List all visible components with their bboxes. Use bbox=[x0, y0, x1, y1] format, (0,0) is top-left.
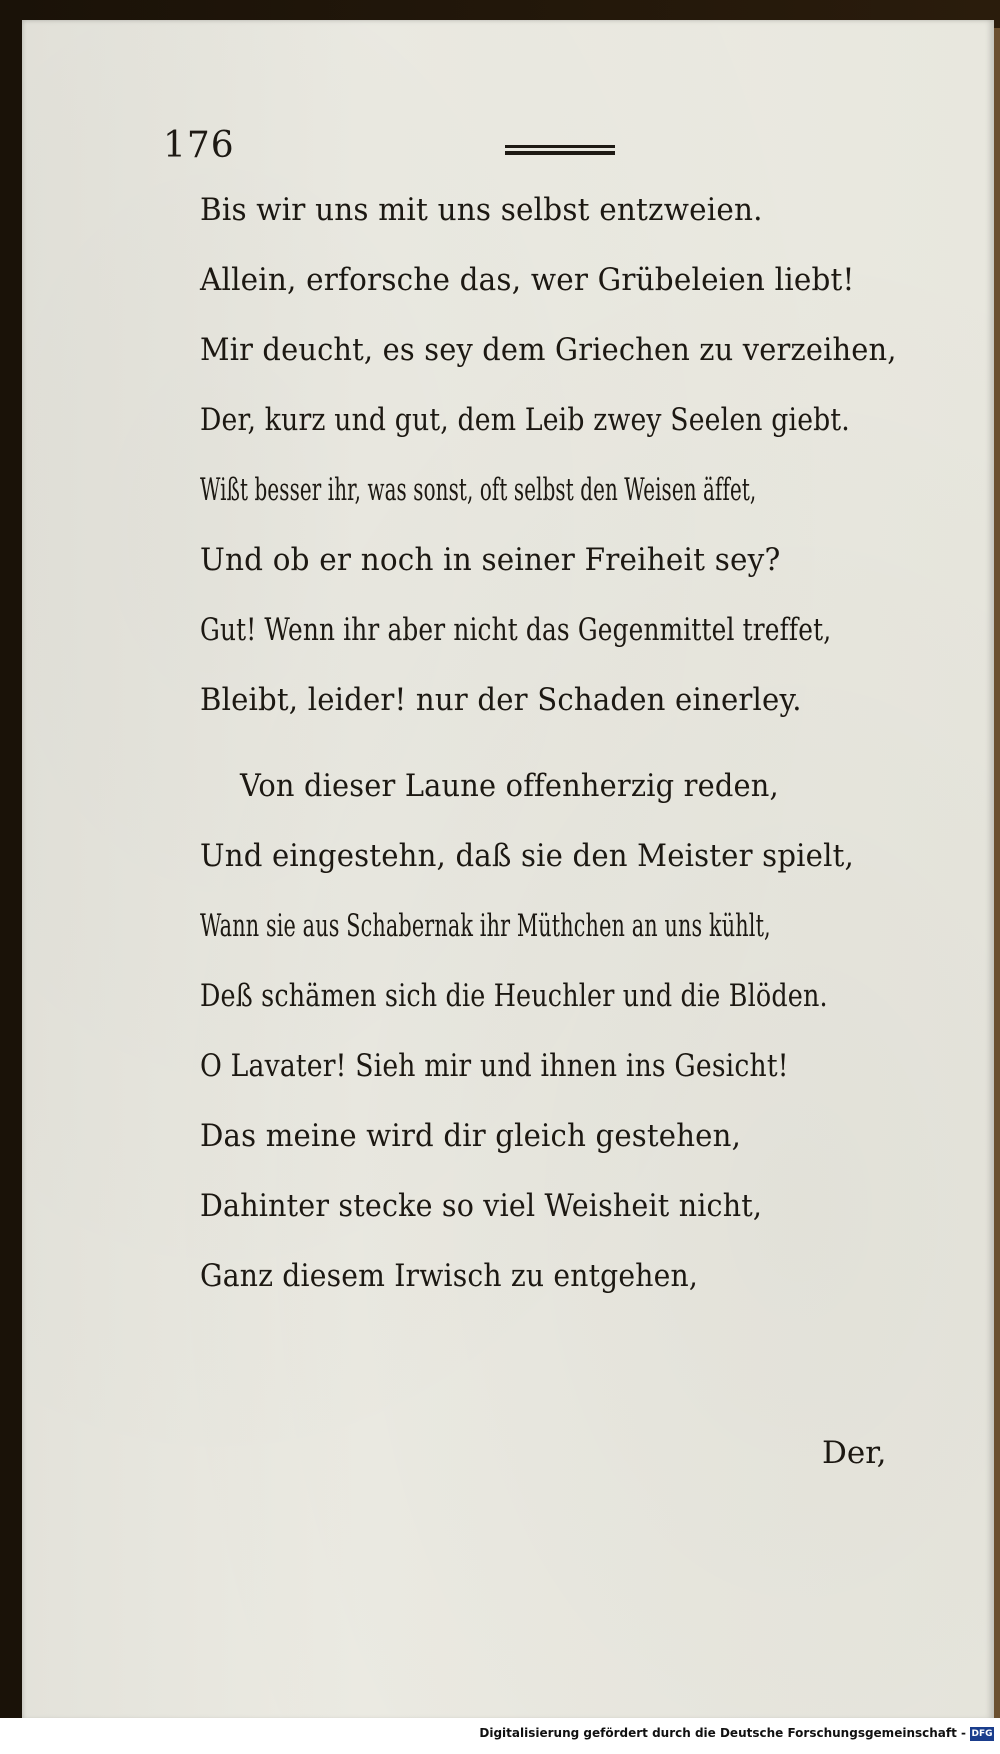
verse-line: Das meine wird dir gleich gestehen, bbox=[200, 1118, 742, 1154]
verse-line: Bis wir uns mit uns selbst entzweien. bbox=[200, 192, 763, 228]
verse-line: Allein, erforsche das, wer Grübeleien liebt! bbox=[200, 262, 855, 298]
verse-line: Wann sie aus Schabernak ihr Müthchen an uns kühlt, bbox=[200, 908, 771, 944]
verse-line: Gut! Wenn ihr aber nicht das Gegenmittel treffet, bbox=[200, 612, 832, 648]
footer-credit: Digitalisierung gefördert durch die Deutsche Forschungsgemeinschaft - bbox=[479, 1726, 966, 1740]
verse-line: Wißt besser ihr, was sonst, oft selbst den Weisen äffet, bbox=[200, 472, 757, 508]
verse-line: Ganz diesem Irwisch zu entgehen, bbox=[200, 1258, 698, 1294]
header-rule-line-bottom bbox=[505, 151, 615, 155]
header-rule bbox=[505, 145, 615, 159]
verse-line: Von dieser Laune offenherzig reden, bbox=[240, 768, 779, 804]
verse-line: Und ob er noch in seiner Freiheit sey? bbox=[200, 542, 781, 578]
footer-bar bbox=[0, 1718, 1000, 1754]
verse-line: Mir deucht, es sey dem Griechen zu verzeihen, bbox=[200, 332, 897, 368]
verse-line: Und eingestehn, daß sie den Meister spielt, bbox=[200, 838, 854, 874]
verse-line: Deß schämen sich die Heuchler und die Blöden. bbox=[200, 978, 828, 1014]
verse-line: Dahinter stecke so viel Weisheit nicht, bbox=[200, 1188, 763, 1224]
verse-line: Bleibt, leider! nur der Schaden einerley. bbox=[200, 682, 802, 718]
page-number: 176 bbox=[163, 125, 235, 166]
verse-line: O Lavater! Sieh mir und ihnen ins Gesicht! bbox=[200, 1048, 789, 1084]
catchword: Der, bbox=[822, 1435, 887, 1471]
book-edge bbox=[993, 28, 1000, 1718]
verse-line: Der, kurz und gut, dem Leib zwey Seelen giebt. bbox=[200, 402, 850, 438]
header-rule-line-top bbox=[505, 145, 615, 148]
dfg-logo-icon: DFG bbox=[971, 1729, 993, 1739]
